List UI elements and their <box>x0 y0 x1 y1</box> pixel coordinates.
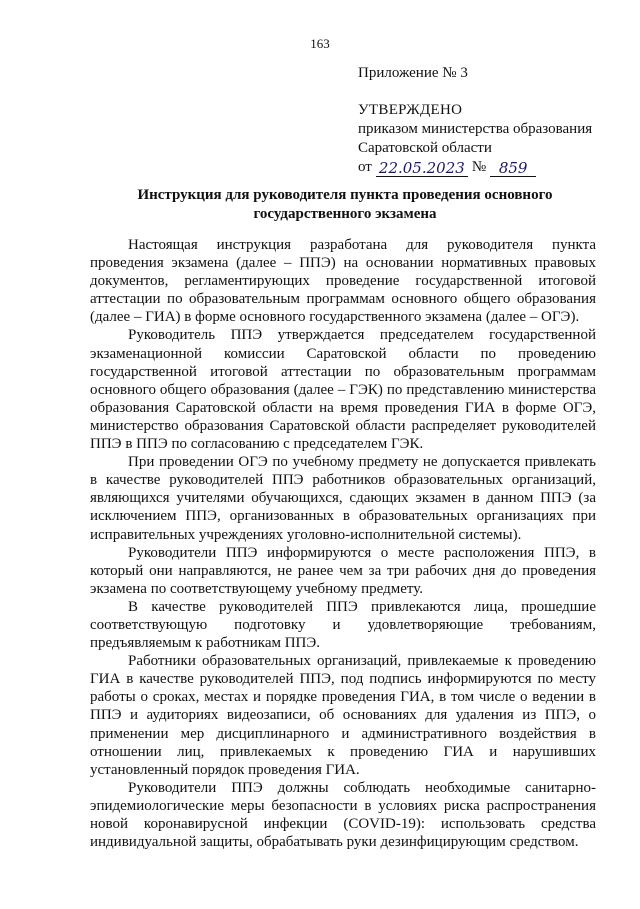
handwritten-date: 22.05.2023 <box>376 160 468 177</box>
paragraph: Работники образовательных организаций, привлекаемые к проведению ГИА в качестве руководителей ППЭ, под подпись информируются по месту работы о сроках, местах и порядке проведения ГИА, в том числе о ведении в ППЭ и аудиториях видеозаписи, об основаниях для удаления из ППЭ, о применении мер дисциплинарного и административного воздействия в отношении лиц, привлекаемых к проведению ГИА и нарушивших установленный порядок проведения ГИА. <box>90 653 596 778</box>
from-label: от <box>358 159 372 175</box>
paragraph: Настоящая инструкция разработана для руководителя пункта проведения экзамена (далее – ППЭ) на основании нормативных правовых документов, регламентирующих проведение государственной итоговой аттестации по образовательным программам основного общего образования (далее – ГИА) в форме основного государственного экзамена (далее – ОГЭ). <box>90 237 596 326</box>
handwritten-order-number: 859 <box>490 160 536 177</box>
paragraph: При проведении ОГЭ по учебному предмету не допускается привлекать в качестве руководителей ППЭ работников образовательных организаций, являющихся учителями обучающихся, сдающих экзамен в данном ППЭ (за исключением ППЭ, организованных в образовательных организациях при исправительных учреждениях уголовно-исполнительной системы). <box>90 454 596 543</box>
paragraph: Руководители ППЭ должны соблюдать необходимые санитарно-эпидемиологические меры безопасности в условиях риска распространения новой коронавирусной инфекции (COVID-19): использовать средства индивидуальной защиты, обрабатывать руки дезинфицирующим средством. <box>90 779 596 851</box>
paragraph: Руководители ППЭ информируются о месте расположения ППЭ, в который они направляются, не ранее чем за три рабочих дня до проведения экзамена по соответствующему учебному предмету. <box>90 544 596 597</box>
appendix-label: Приложение № 3 <box>358 65 468 81</box>
approved-stamp-text: УТВЕРЖДЕНО <box>358 102 463 118</box>
document-body <box>90 236 596 851</box>
page-number: 163 <box>310 36 330 51</box>
paragraph: Руководитель ППЭ утверждается председателем государственной экзаменационной комиссии Саратовской области по проведению государственной итоговой аттестации по образовательным программам основного общего образования (далее – ГЭК) по представлению министерства образования Саратовской области на время проведения ГИА в форме ОГЭ, министерство образования Саратовской области распределяет руководителей ППЭ в ППЭ по согласованию с председателем ГЭК. <box>90 327 596 453</box>
approval-block <box>358 64 628 177</box>
approval-date-number-line <box>358 158 628 177</box>
approval-region-line: Саратовской области <box>358 140 492 156</box>
approval-order-line: приказом министерства образования <box>358 121 593 137</box>
number-label: № <box>471 159 487 175</box>
document-title: Инструкция для руководителя пункта проведения основного государственного экзамена <box>137 187 553 222</box>
paragraph: В качестве руководителей ППЭ привлекаются лица, прошедшие соответствующую подготовку и удовлетворяющие требованиям, предъявляемым к работникам ППЭ. <box>90 598 596 652</box>
